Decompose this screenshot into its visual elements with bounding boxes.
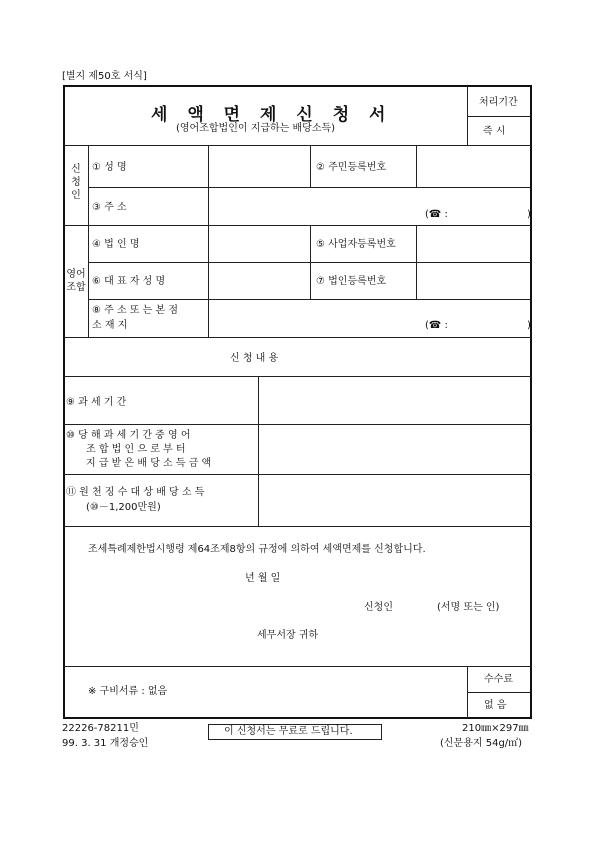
representative-field[interactable]: [210, 264, 308, 297]
paper-size: 210㎜×297㎜: [462, 723, 529, 734]
processing-period-label: 처리기간: [479, 97, 518, 108]
address-label: ③ 주 소: [92, 202, 127, 213]
tax-period-field[interactable]: [260, 378, 530, 422]
form-subtitle: (영어조합법인이 지급하는 배당소득): [176, 123, 336, 134]
fishery-tel-suffix: ): [527, 320, 531, 331]
rrn-field[interactable]: [418, 147, 530, 185]
form-title: 세 액 면 제 신 청 서: [151, 105, 393, 125]
applicant-tel-prefix: (☎ :: [425, 209, 448, 220]
approval-date: 99. 3. 31 개정승인: [62, 738, 149, 749]
fee-label: 수수료: [484, 674, 513, 685]
dividend-label-line1: ⑩ 당 해 과 세 기 간 중 영 어: [66, 430, 191, 441]
fishery-tel-prefix: (☎ :: [425, 320, 448, 331]
address-field[interactable]: [210, 189, 530, 223]
withholding-label-line1: ⑪ 원 천 징 수 대 상 배 당 소 득: [66, 487, 205, 498]
corp-no-label: ⑦ 법인등록번호: [316, 276, 387, 287]
form-code: 22226-78211민: [62, 723, 139, 734]
rrn-label: ② 주민등록번호: [316, 162, 387, 173]
dividend-amount-field[interactable]: [260, 426, 530, 472]
paper-type: (신문용지 54g/㎡): [440, 738, 523, 749]
head-office-label-line1: ⑧ 주 소 또 는 본 점: [92, 305, 178, 316]
applicant-section-label: 신 청 인: [71, 164, 81, 201]
processing-period-value: 즉 시: [483, 126, 506, 137]
applicant-tel-suffix: ): [527, 209, 531, 220]
form-label: [별지 제50호 서식]: [62, 71, 147, 82]
corp-name-field[interactable]: [210, 227, 308, 260]
declaration-date: 년 월 일: [245, 573, 281, 584]
request-header: 신 청 내 용: [230, 353, 279, 364]
biz-no-label: ⑤ 사업자등록번호: [316, 239, 396, 250]
withholding-label-line2: (⑩－1,200만원): [86, 502, 161, 513]
dividend-label-line2: 조 합 법 인 으 로 부 터: [86, 444, 186, 455]
required-documents: ※ 구비서류 : 없음: [88, 686, 168, 697]
name-label: ① 성 명: [92, 162, 127, 173]
fee-value: 없 음: [484, 700, 507, 711]
free-notice: 이 신청서는 무료로 드립니다.: [224, 726, 353, 737]
free-notice-box: [208, 724, 382, 740]
head-office-label-line2: 소 재 지: [92, 320, 128, 331]
representative-label: ⑥ 대 표 자 성 명: [92, 276, 166, 287]
addressee: 세무서장 귀하: [257, 630, 319, 641]
corp-no-field[interactable]: [418, 264, 530, 297]
signature-placeholder: (서명 또는 인): [437, 602, 500, 613]
head-office-field[interactable]: [210, 301, 530, 335]
applicant-sign-label: 신청인: [364, 602, 393, 613]
name-field[interactable]: [210, 147, 308, 185]
dividend-label-line3: 지 급 받 은 배 당 소 득 금 액: [86, 458, 212, 469]
corp-name-label: ④ 법 인 명: [92, 239, 140, 250]
fishery-section-label: 영어 조합: [66, 269, 86, 293]
withholding-dividend-field[interactable]: [260, 476, 530, 524]
tax-period-label: ⑨ 과 세 기 간: [66, 397, 127, 408]
declaration-text: 조세특례제한법시행령 제64조제8항의 규정에 의하여 세액면제를 신청합니다.: [88, 544, 426, 555]
biz-no-field[interactable]: [418, 227, 530, 260]
